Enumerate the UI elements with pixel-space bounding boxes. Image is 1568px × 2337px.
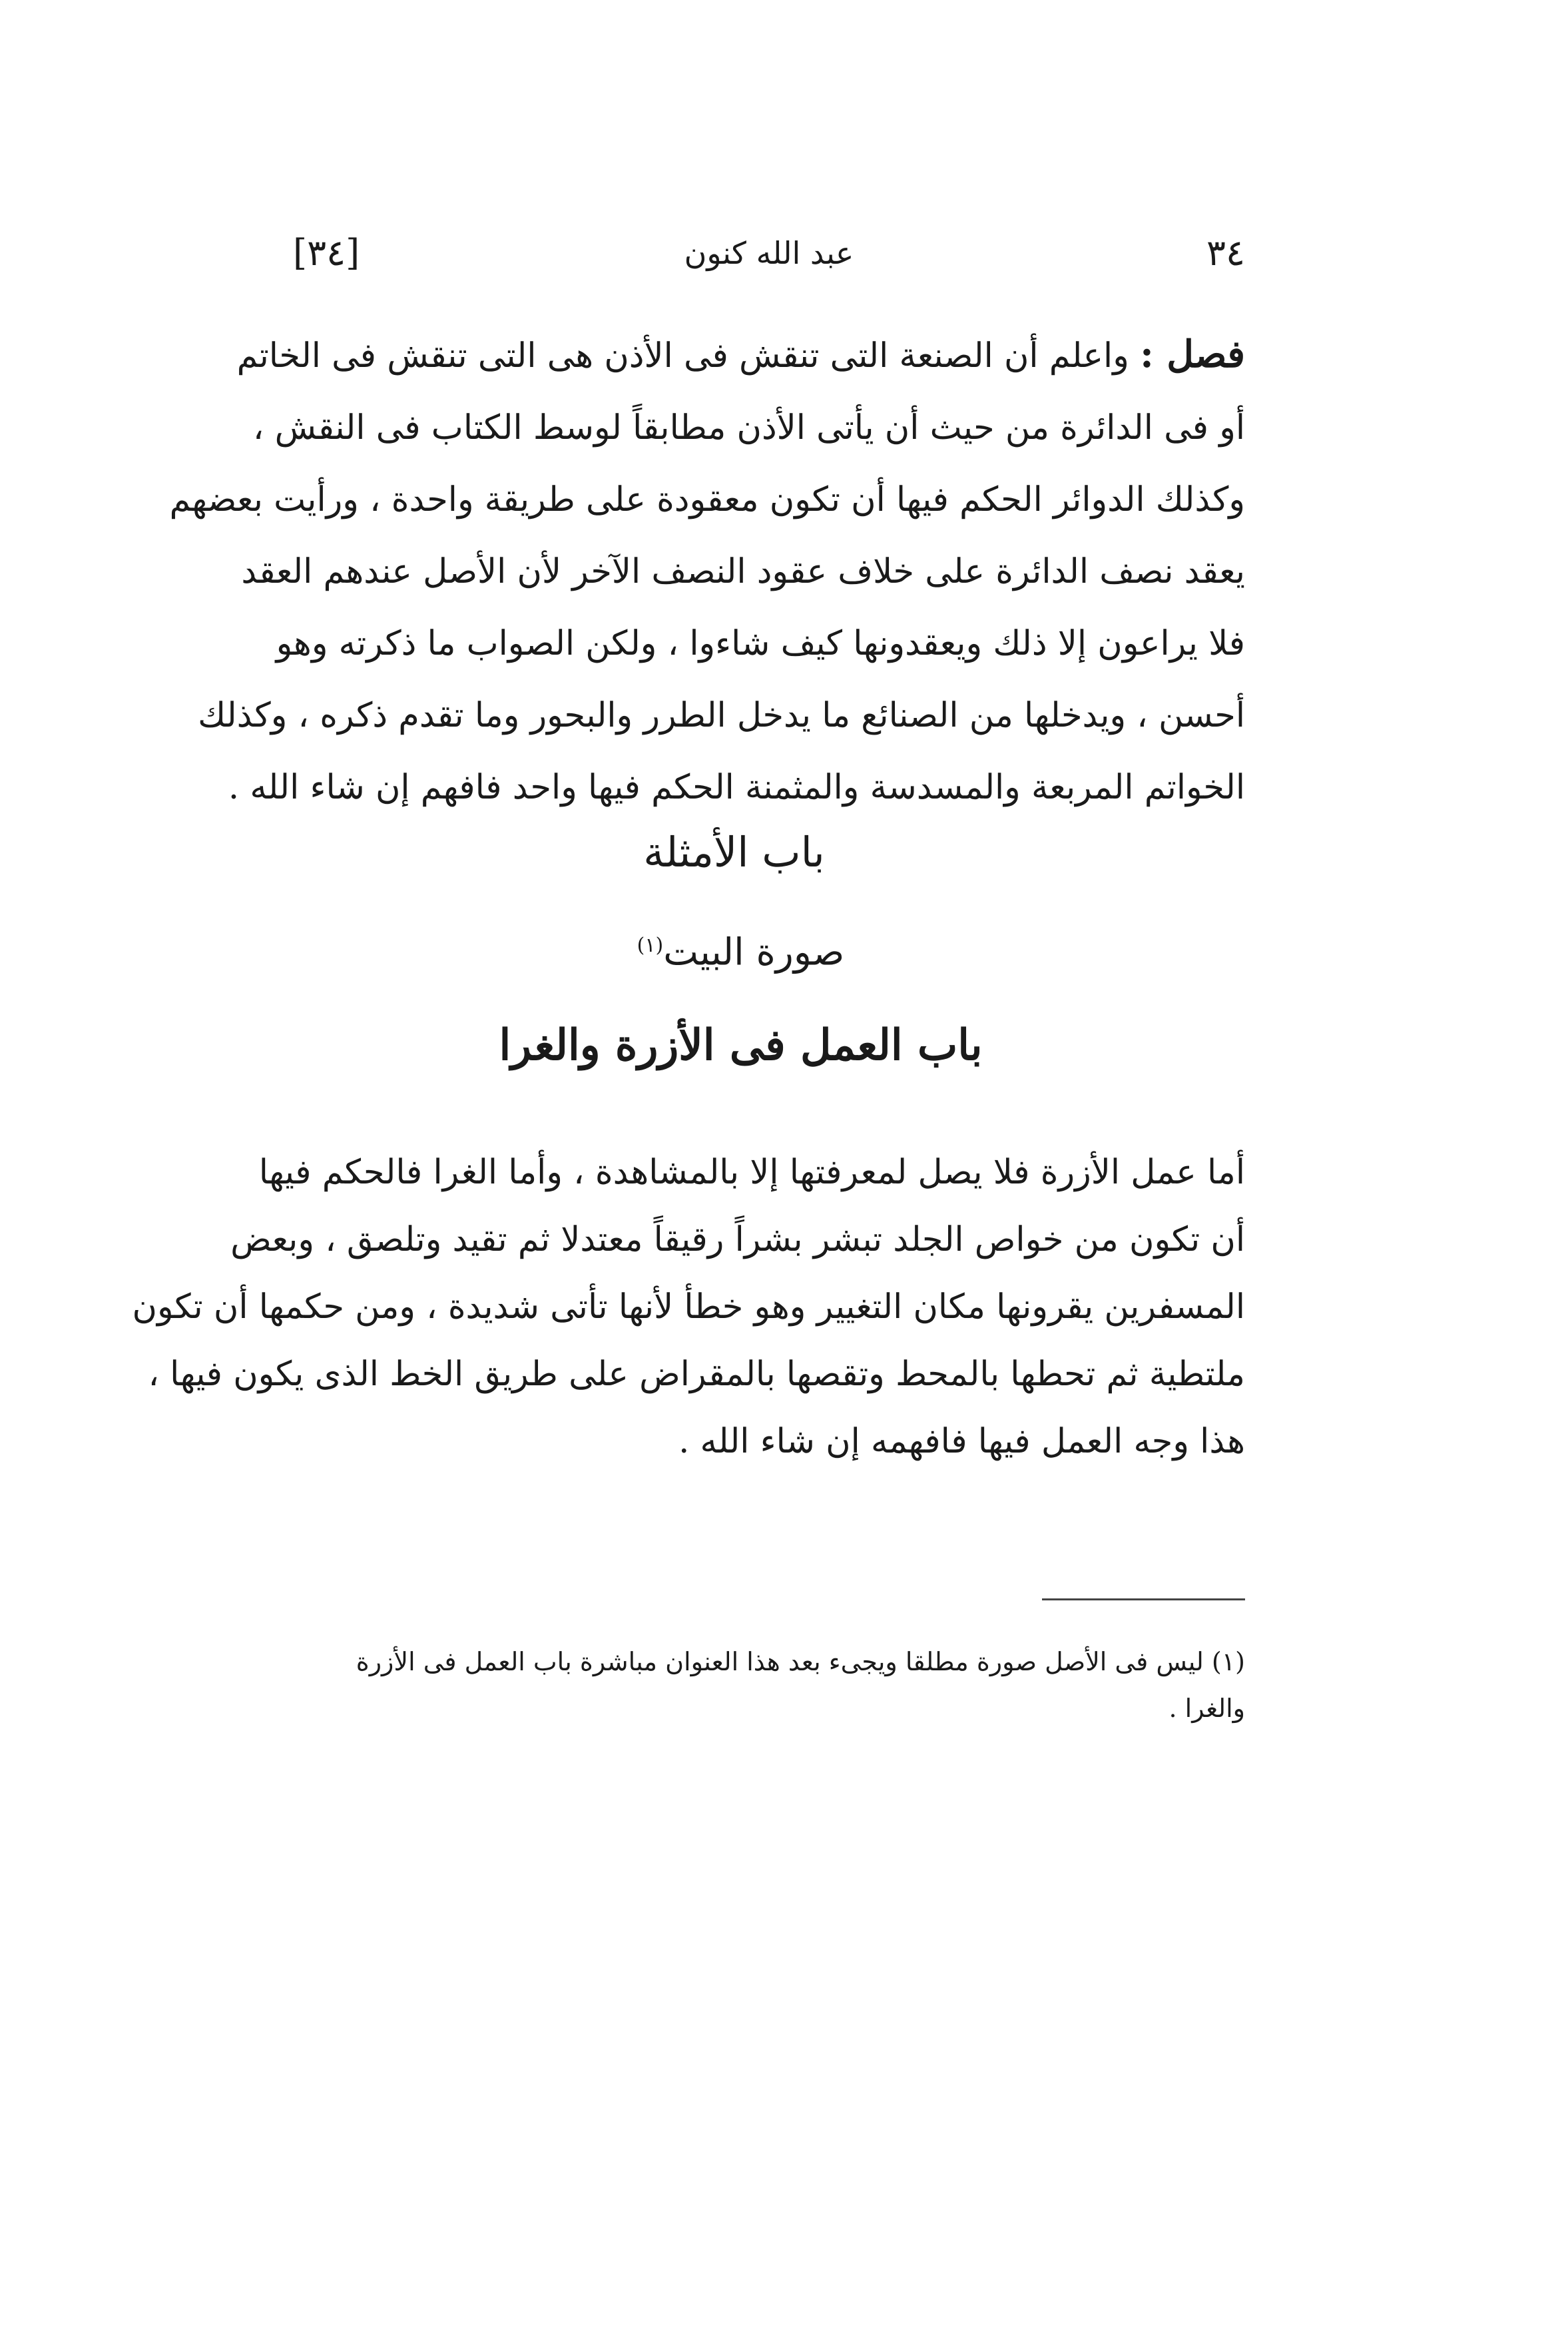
- paragraph-line: أو فى الدائرة من حيث أن يأتى الأذن مطابقاً لوسط الكتاب فى النقش ،: [252, 408, 1245, 448]
- section-paragraph-azra: [132, 1139, 1245, 1475]
- footnote-marker: (١): [637, 934, 664, 957]
- section-lead-word: فصل :: [1140, 332, 1245, 376]
- paragraph-line: يعقد نصف الدائرة على خلاف عقود النصف الآخر لأن الأصل عندهم العقد: [241, 552, 1245, 591]
- footnote-line: والغرا .: [1169, 1694, 1245, 1723]
- paragraph-line: ملتطية ثم تحطها بالمحط وتقصها بالمقراض على طريق الخط الذى يكون فيها ،: [148, 1355, 1245, 1394]
- paragraph-line: المسفرين يقرونها مكان التغيير وهو خطأ لأنها تأتى شديدة ، ومن حكمها أن تكون: [132, 1287, 1245, 1327]
- paragraph-line: أحسن ، ويدخلها من الصنائع ما يدخل الطرر والبحور وما تقدم ذكره ، وكذلك: [198, 696, 1245, 735]
- section-paragraph-fasl: [169, 318, 1245, 824]
- subheading: صورة البيت$^{(١)}$: [637, 930, 845, 974]
- paragraph-line: وكذلك الدوائر الحكم فيها أن تكون معقودة على طريقة واحدة ، ورأيت بعضهم: [169, 480, 1245, 519]
- page-number: ٣٤: [1206, 232, 1245, 274]
- paragraph-line: الخواتم المربعة والمسدسة والمثمنة الحكم فيها واحد فافهم إن شاء الله .: [228, 768, 1245, 807]
- chapter-heading: باب الأمثلة: [643, 828, 825, 876]
- paragraph-line: أن تكون من خواص الجلد تبشر بشراً رقيقاً معتدلا ثم تقيد وتلصق ، وبعض: [230, 1220, 1245, 1259]
- running-head-author: عبد الله كنون: [684, 235, 854, 271]
- paragraph-line: هذا وجه العمل فيها فافهمه إن شاء الله .: [678, 1422, 1245, 1461]
- footnote-separator: [1042, 1598, 1245, 1600]
- bracketed-page-number: [٣٤]: [293, 232, 360, 274]
- paragraph-line: أما عمل الأزرة فلا يصل لمعرفتها إلا بالمشاهدة ، وأما الغرا فالحكم فيها: [258, 1153, 1245, 1192]
- footnote: [323, 1638, 1245, 1732]
- section-title: باب العمل فى الأزرة والغرا: [499, 1020, 983, 1070]
- footnote-line: (١) ليس فى الأصل صورة مطلقا ويجىء بعد هذا العنوان مباشرة باب العمل فى الأزرة: [356, 1647, 1245, 1676]
- running-header: [293, 226, 1245, 280]
- paragraph-line: فصل : واعلم أن الصنعة التى تنقش فى الأذن هى التى تنقش فى الخاتم: [236, 332, 1245, 376]
- paragraph-line: فلا يراعون إلا ذلك ويعقدونها كيف شاءوا ، ولكن الصواب ما ذكرته وهو: [276, 624, 1245, 663]
